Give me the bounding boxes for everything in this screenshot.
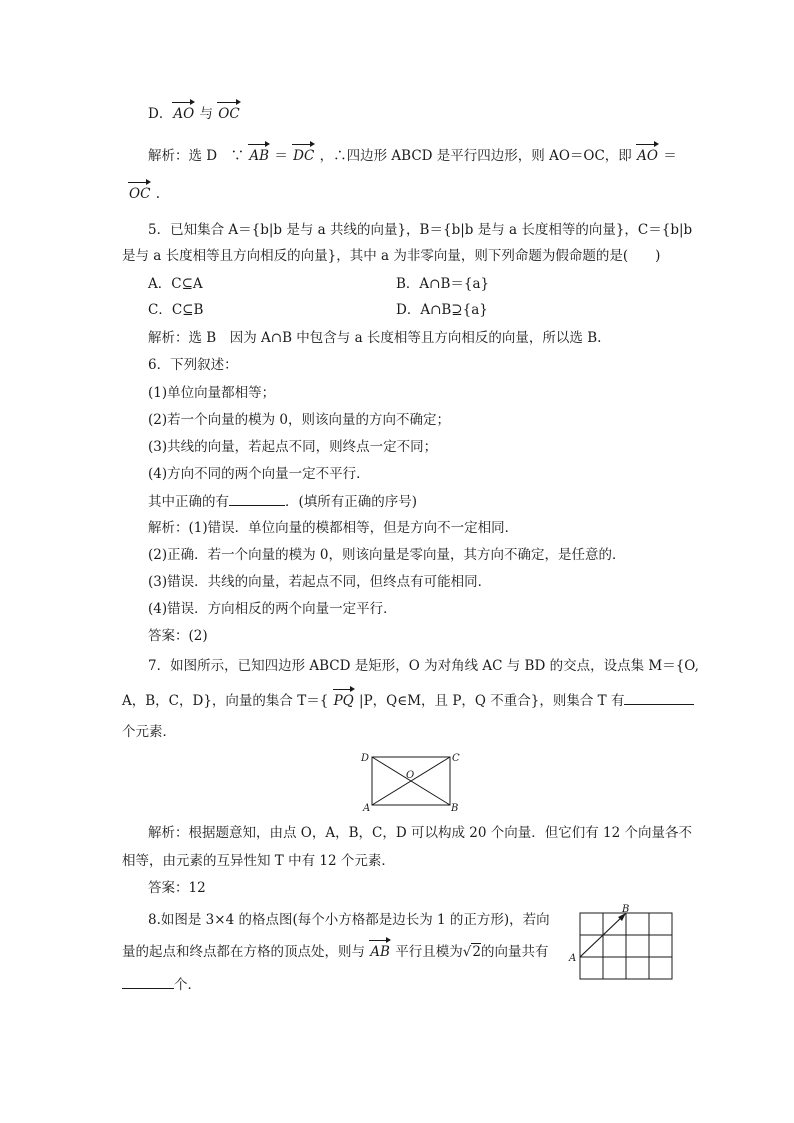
q5-option-b: B．A∩B＝{a} [396, 276, 490, 292]
q5-stem-line1: 5．已知集合 A＝{b|b 是与 a 共线的向量}，B＝{b|b 是与 a 长度相等的向量}，C＝{b|b [148, 222, 693, 238]
label-b: B [622, 904, 630, 915]
q5-option-a: A．C⊆A [148, 276, 203, 292]
grid-3x4-figure [568, 903, 676, 983]
q4-solution-cont: OC . [129, 186, 160, 202]
q7-solution-line1: 解析：根据题意知，由点 O，A，B，C，D 可以构成 20 个向量．但它们有 12 个向量各不 [148, 825, 692, 841]
q8-stem-line3: 个． [122, 974, 201, 995]
q6-statement-4: (4)方向不同的两个向量一定不平行． [148, 466, 370, 482]
q6-stem: 6．下列叙述： [148, 357, 238, 373]
q7-answer: 答案：12 [148, 880, 206, 896]
vector-ab: AB [249, 148, 270, 164]
q6-statement-2: (2)若一个向量的模为 0，则该向量的方向不确定； [148, 412, 451, 428]
q7-stem-line1: 7．如图所示，已知四边形 ABCD 是矩形，O 为对角线 AC 与 BD 的交点，设点集 M＝{O, [148, 658, 699, 674]
vector-ao: AO [173, 106, 195, 122]
label-b: B [451, 803, 459, 813]
q6-solution-3: (3)错误．共线的向量，若起点不同，但终点有可能相同． [148, 574, 492, 590]
q6-statement-3: (3)共线的向量，若起点不同，则终点一定不同； [148, 439, 438, 455]
q8-stem-line1: 8.如图是 3×4 的格点图(每个小方格都是边长为 1 的正方形)，若向 [148, 912, 550, 928]
q8-stem-line2: 量的起点和终点都在方格的顶点处，则与 AB 平行且模为√2的向量共有 [122, 944, 549, 960]
q5-solution: 解析：选 B 因为 A∩B 中包含与 a 长度相等且方向相反的向量，所以选 B. [148, 330, 602, 346]
q6-solution-4: (4)错误．方向相反的两个向量一定平行． [148, 601, 397, 617]
vector-ab-arrow [580, 916, 623, 957]
q7-stem-line2: A，B，C，D}，向量的集合 T＝{ PQ |P，Q∈M，且 P，Q 不重合}，则集合 T 有 [122, 690, 694, 711]
q7-solution-line2: 相等，由元素的互异性知 T 中有 12 个元素． [122, 853, 395, 869]
q7-stem-line3: 个元素． [122, 724, 176, 740]
q4-option-d: D．AO 与 OC [148, 106, 240, 122]
q6-solution-2: (2)正确．若一个向量的模为 0，则该向量是零向量，其方向不确定，是任意的． [148, 547, 626, 563]
answer-blank[interactable] [229, 491, 285, 506]
vector-oc: OC [218, 106, 240, 122]
label-d: D [361, 753, 370, 764]
q4-solution: 解析：选 D ∵ AB ＝ DC ，∴四边形 ABCD 是平行四边形，则 AO＝OC，即 AO ＝ [148, 148, 677, 164]
q5-option-d: D．A∩B⊇{a} [396, 302, 488, 318]
grid-lines [580, 913, 672, 979]
label-o: O [406, 770, 415, 781]
label-c: C [452, 753, 460, 764]
label-a: A [569, 953, 577, 964]
q6-answer: 答案：(2) [148, 628, 208, 644]
q5-option-c: C．C⊆B [148, 302, 204, 318]
answer-blank[interactable] [624, 690, 694, 705]
q5-stem-line2: 是与 a 长度相等且方向相反的向量}，其中 a 为非零向量，则下列命题为假命题的是( ) [122, 248, 661, 264]
q6-question: 其中正确的有 ．(填所有正确的序号) [148, 491, 417, 512]
q6-statement-1: (1)单位向量都相等； [148, 385, 276, 401]
vector-oc: OC [129, 186, 151, 202]
vector-dc: DC [293, 148, 315, 164]
answer-blank[interactable] [122, 974, 174, 989]
rectangle-abcd-figure [358, 749, 462, 813]
q6-solution-1: 解析：(1)错误．单位向量的模都相等，但是方向不一定相同． [148, 520, 519, 536]
vector-pq: PQ [333, 693, 354, 709]
label-a: A [363, 803, 371, 813]
vector-ab: AB [370, 944, 390, 960]
vector-ao: AO [637, 148, 658, 164]
